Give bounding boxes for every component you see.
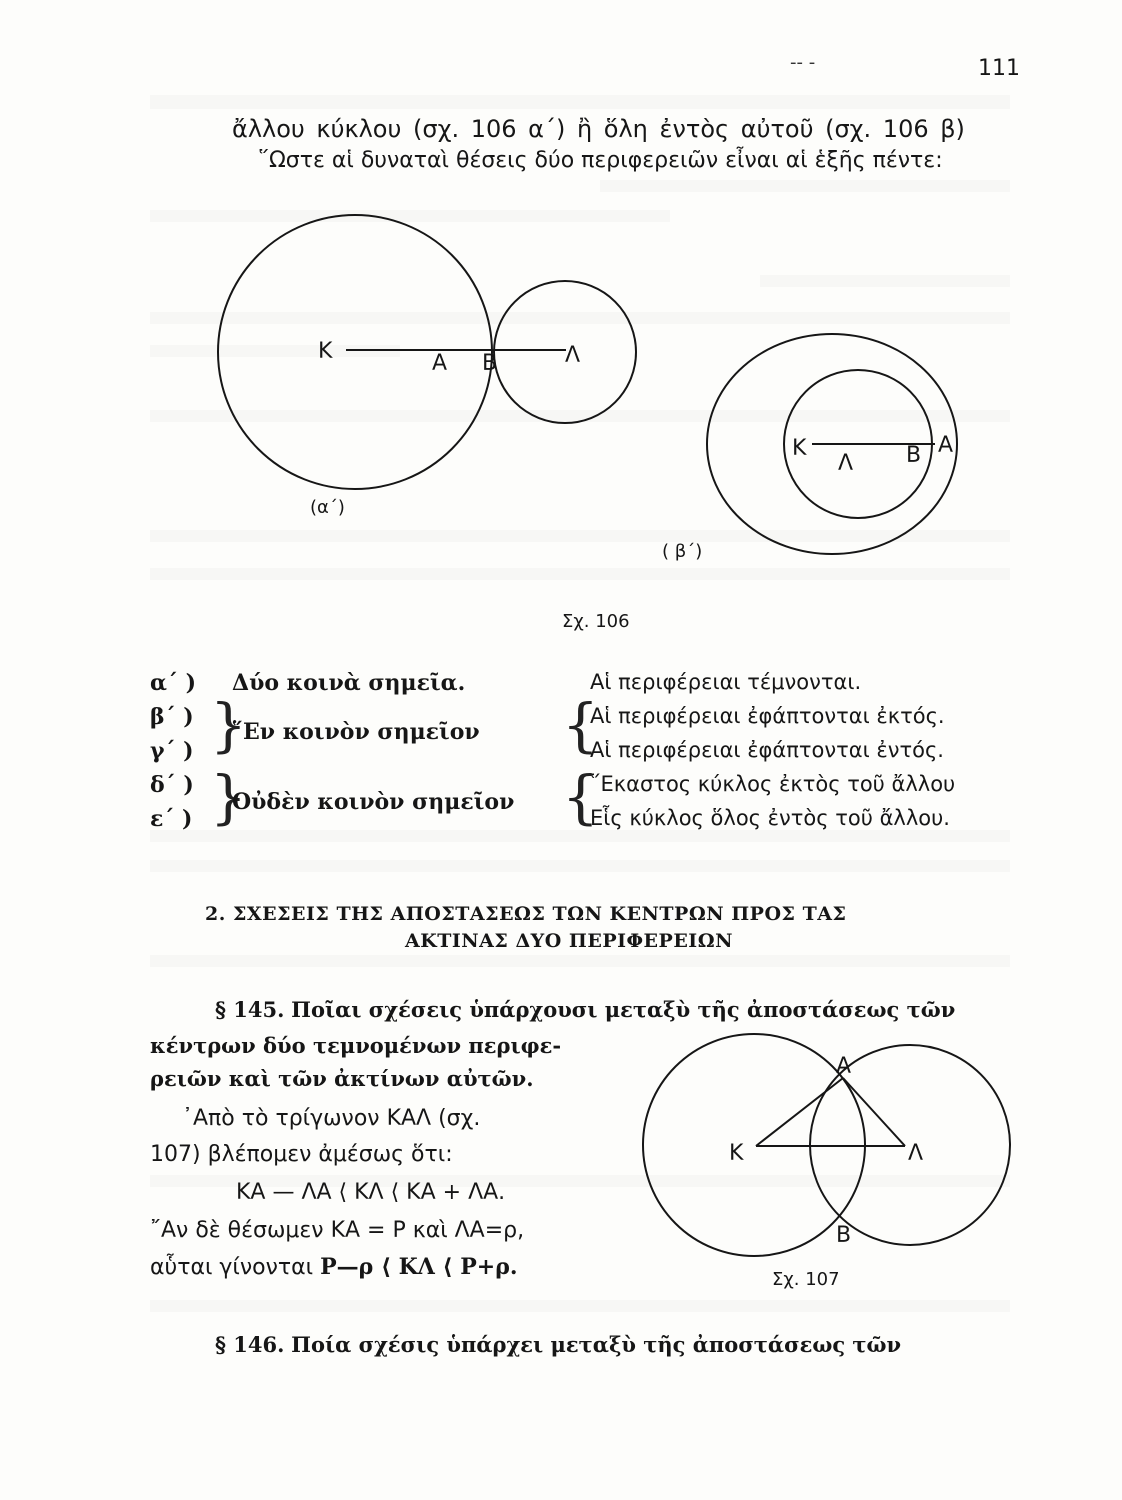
brace-right-2: { bbox=[562, 763, 599, 831]
para-145-number: § 145. bbox=[215, 997, 285, 1022]
case-c-mark: γ΄ ) bbox=[150, 738, 194, 764]
point-a-107: Α bbox=[836, 1054, 852, 1079]
para-146-q1: Ποία σχέσις ὑπάρχει μεταξὺ τῆς ἀποστάσεως τῶν bbox=[291, 1332, 902, 1357]
section-heading-line-1: 2. ΣΧΕΣΕΙΣ ΤΗΣ ΑΠΟΣΤΑΣΕΩΣ ΤΩΝ ΚΕΝΤΡΩΝ ΠΡΟΣ ΤΑΣ bbox=[205, 903, 847, 925]
point-k-b: Κ bbox=[792, 436, 807, 461]
para-145-inequality: ΚΑ — ΛΑ ⟨ ΚΛ ⟨ ΚΑ + ΛΑ. bbox=[236, 1180, 506, 1205]
brace-left-2: } bbox=[210, 763, 247, 831]
section-heading-line-2: ΑΚΤΙΝΑΣ ΔΥΟ ΠΕΡΙΦΕΡΕΙΩΝ bbox=[405, 930, 733, 952]
para-145-question-3: ρειῶν καὶ τῶν ἀκτίνων αὐτῶν. bbox=[150, 1066, 534, 1091]
brace-left-1: } bbox=[210, 691, 247, 759]
case-a-text: Αἱ περιφέρειαι τέμνονται. bbox=[590, 670, 862, 694]
para-146-question-1 bbox=[215, 1332, 901, 1357]
page-number: 111 bbox=[978, 56, 1020, 81]
para-145-text-1: ᾿Απὸ τὸ τρίγωνον ΚΑΛ (σχ. bbox=[182, 1106, 481, 1131]
point-b-b: Β bbox=[906, 443, 922, 468]
case-e-text: Εἷς κύκλος ὅλος ἐντὸς τοῦ ἄλλου. bbox=[590, 806, 950, 830]
case-c-text: Αἱ περιφέρειαι ἐφάπτονται ἐντός. bbox=[590, 738, 944, 762]
brace-right-1: { bbox=[562, 691, 599, 759]
point-a-a: Α bbox=[432, 351, 448, 376]
intro-line-1: ἄλλου κύκλου (σχ. 106 α΄) ἢ ὅλη ἐντὸς αὐτοῦ (σχ. 106 β) bbox=[232, 115, 965, 143]
figure-106-caption: Σχ. 106 bbox=[562, 611, 630, 632]
figure-107-caption: Σχ. 107 bbox=[772, 1269, 840, 1290]
point-l-a: Λ bbox=[565, 343, 581, 368]
para-145-text-2: 107) βλέπομεν ἀμέσως ὅτι: bbox=[150, 1142, 453, 1167]
para-145-q1: Ποῖαι σχέσεις ὑπάρχουσι μεταξὺ τῆς ἀποστάσεως τῶν bbox=[291, 997, 956, 1022]
figure-106b-label: ( β΄) bbox=[662, 541, 703, 562]
header-mark: -- - bbox=[790, 52, 816, 73]
case-a-mark: α΄ ) bbox=[150, 670, 196, 696]
group-no-point: Οὐδὲν κοινὸν σημεῖον bbox=[232, 789, 515, 815]
group-two-points: Δύο κοινὰ σημεῖα. bbox=[232, 670, 466, 696]
case-b-text: Αἱ περιφέρειαι ἐφάπτονται ἐκτός. bbox=[590, 704, 945, 728]
intro-line-2: ῞Ωστε αἱ δυναταὶ θέσεις δύο περιφερειῶν εἶναι αἱ ἑξῆς πέντε: bbox=[258, 148, 943, 173]
point-b-a: Β bbox=[482, 351, 498, 376]
point-l-107: Λ bbox=[908, 1141, 924, 1166]
case-b-mark: β΄ ) bbox=[150, 704, 194, 730]
case-d-text: ῞Εκαστος κύκλος ἐκτὸς τοῦ ἄλλου bbox=[590, 772, 956, 796]
point-k-107: Κ bbox=[729, 1141, 744, 1166]
para-145-question-2: κέντρων δύο τεμνομένων περιφε- bbox=[150, 1033, 562, 1058]
para-146-number: § 146. bbox=[215, 1332, 285, 1357]
case-e-mark: ε΄ ) bbox=[150, 806, 193, 832]
segment-ka-107 bbox=[756, 1078, 843, 1146]
segment-la-107 bbox=[843, 1078, 905, 1146]
para-145-t5a: αὗται γίνονται bbox=[150, 1255, 314, 1280]
point-a-b: Α bbox=[938, 433, 954, 458]
group-one-point: ῞Εν κοινὸν σημεῖον bbox=[232, 719, 480, 745]
point-b-107: Β bbox=[836, 1223, 852, 1248]
para-145-t5b: Ρ—ρ ⟨ ΚΛ ⟨ Ρ+ρ. bbox=[320, 1254, 518, 1280]
point-k-a: Κ bbox=[318, 339, 333, 364]
figure-106a-label: (α΄) bbox=[310, 497, 345, 518]
case-d-mark: δ΄ ) bbox=[150, 772, 194, 798]
point-l-b: Λ bbox=[838, 451, 854, 476]
para-145-text-4: ῎Αν δὲ θέσωμεν ΚΑ = Ρ καὶ ΛΑ=ρ, bbox=[150, 1218, 525, 1243]
